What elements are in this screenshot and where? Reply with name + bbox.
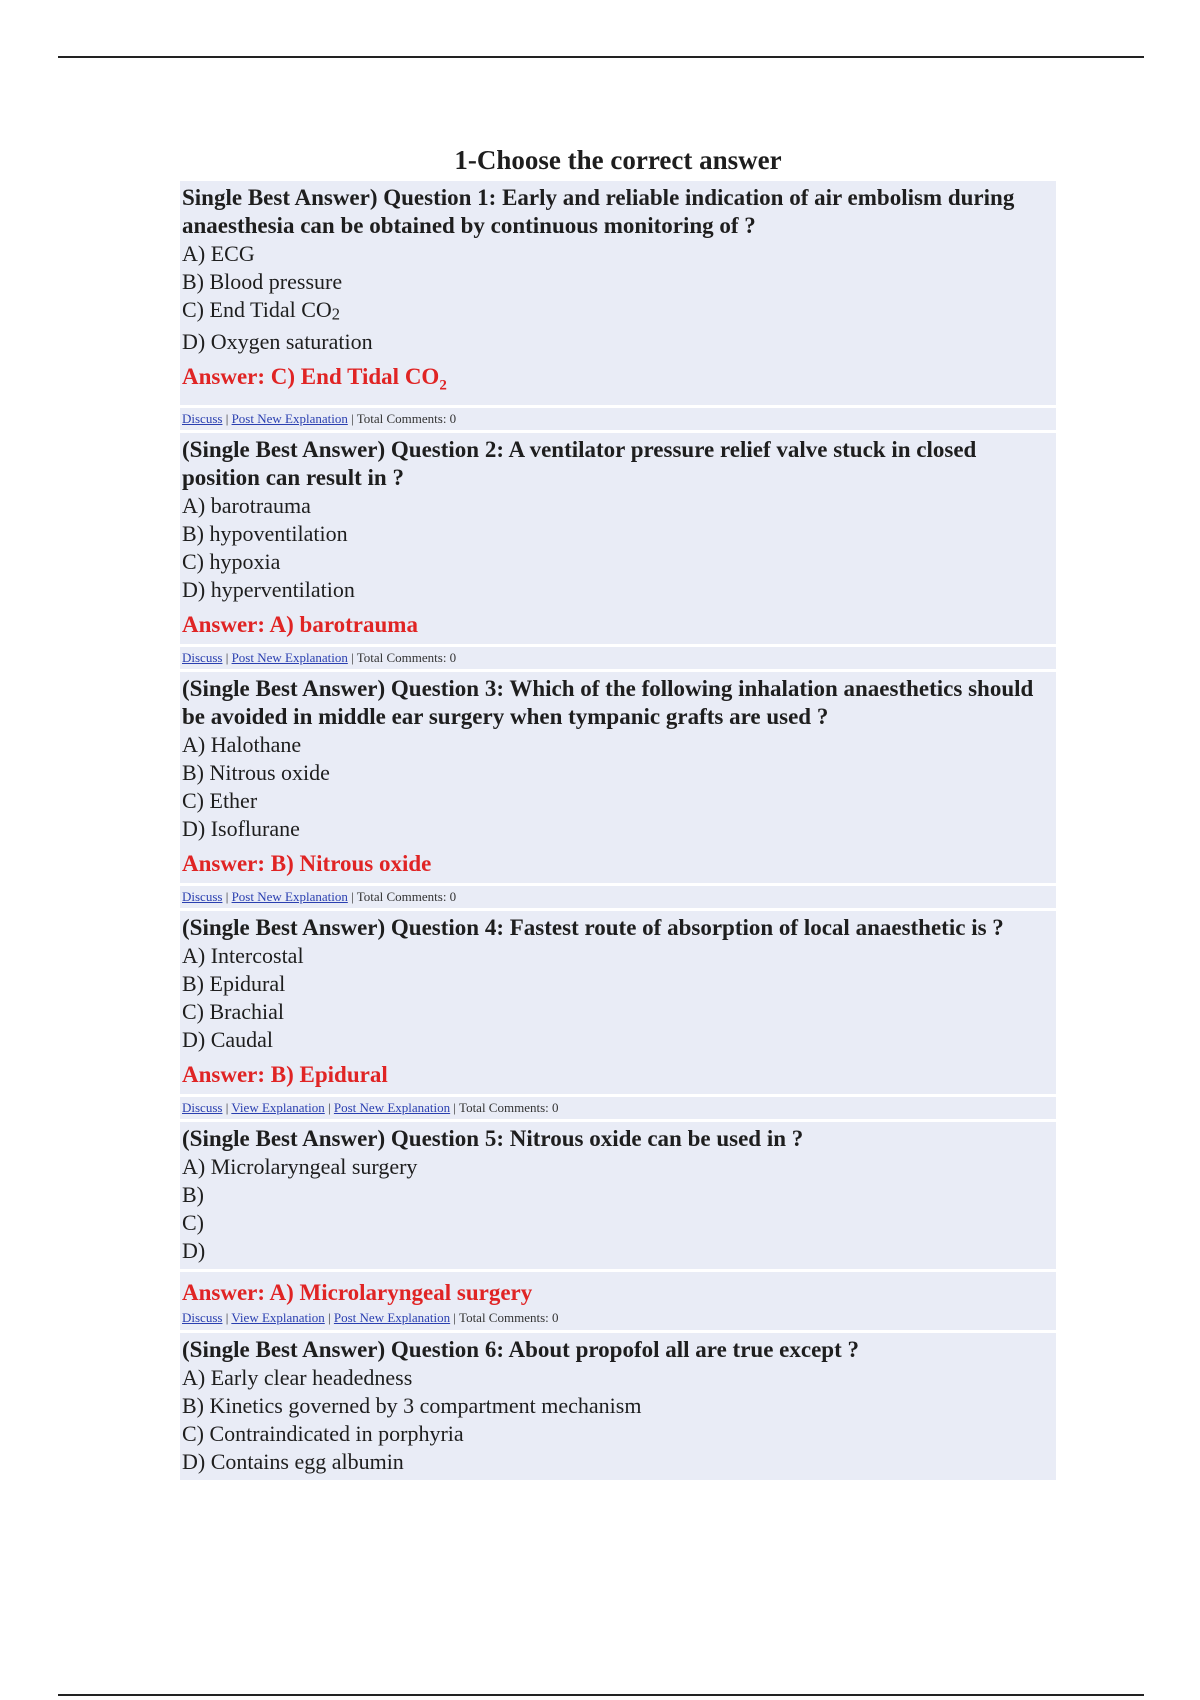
question-card-4 bbox=[180, 911, 1056, 1094]
question-text-1: Single Best Answer) Question 1: Early and reliable indication of air embolism during anaesthesia can be obtained by continuous monitoring of ? bbox=[182, 185, 1015, 238]
option-d: D) hyperventilation bbox=[182, 577, 355, 603]
discuss-link[interactable]: Discuss bbox=[182, 889, 223, 905]
quiz-list bbox=[180, 181, 1056, 1483]
option-d: D) Oxygen saturation bbox=[182, 329, 373, 355]
question-links-2 bbox=[180, 647, 1056, 669]
subscript: 2 bbox=[331, 304, 341, 324]
separator: | bbox=[351, 411, 354, 427]
option-c: C) Ether bbox=[182, 788, 258, 814]
option-c: C) bbox=[182, 1210, 204, 1236]
option-c-text: C) End Tidal CO bbox=[182, 297, 332, 322]
post-new-explanation-link[interactable]: Post New Explanation bbox=[333, 1310, 451, 1326]
separator: | bbox=[328, 1100, 331, 1116]
total-comments: Total Comments: 0 bbox=[356, 411, 457, 427]
question-text-2: (Single Best Answer) Question 2: A ventilator pressure relief valve stuck in closed position can result in ? bbox=[182, 437, 977, 491]
subscript: 2 bbox=[439, 378, 447, 395]
option-a: A) Early clear headedness bbox=[182, 1365, 413, 1391]
separator: | bbox=[453, 1100, 457, 1116]
question-links-5 bbox=[182, 1308, 1054, 1328]
post-new-explanation-link[interactable]: Post New Explanation bbox=[333, 1100, 451, 1116]
separator: | bbox=[225, 1100, 229, 1116]
total-comments: Total Comments: 0 bbox=[459, 1310, 559, 1326]
question-text-3: (Single Best Answer) Question 3: Which of the following inhalation anaesthetics should be avoided in middle ear surgery when tympanic grafts are used ? bbox=[182, 676, 1034, 730]
option-d: D) Contains egg albumin bbox=[182, 1449, 404, 1475]
option-b: B) Nitrous oxide bbox=[182, 760, 330, 786]
separator: | bbox=[225, 411, 229, 427]
separator: | bbox=[453, 1310, 457, 1326]
question-text-4: (Single Best Answer) Question 4: Fastest route of absorption of local anaesthetic is ? bbox=[182, 915, 1004, 941]
total-comments: Total Comments: 0 bbox=[459, 1100, 559, 1116]
option-c bbox=[182, 296, 1054, 328]
question-text-5: (Single Best Answer) Question 5: Nitrous oxide can be used in ? bbox=[182, 1126, 804, 1152]
answer-card-5 bbox=[180, 1272, 1056, 1330]
option-d: D) Caudal bbox=[182, 1027, 274, 1053]
footer-rule bbox=[58, 1694, 1144, 1696]
option-d: D) Isoflurane bbox=[182, 816, 300, 842]
option-a: A) ECG bbox=[182, 241, 255, 266]
total-comments: Total Comments: 0 bbox=[356, 889, 457, 905]
separator: | bbox=[328, 1310, 331, 1326]
discuss-link[interactable]: Discuss bbox=[182, 1100, 223, 1116]
option-b: B) Epidural bbox=[182, 971, 286, 997]
post-new-explanation-link[interactable]: Post New Explanation bbox=[231, 650, 348, 666]
view-explanation-link[interactable]: View Explanation bbox=[231, 1310, 325, 1326]
option-a: A) Intercostal bbox=[182, 943, 304, 969]
option-c: C) hypoxia bbox=[182, 549, 281, 575]
option-b: B) hypoventilation bbox=[182, 521, 348, 547]
option-c: C) Brachial bbox=[182, 999, 285, 1025]
separator: | bbox=[225, 650, 229, 666]
question-links-1 bbox=[180, 408, 1056, 430]
answer-text-2: Answer: A) barotrauma bbox=[182, 612, 418, 638]
option-d: D) bbox=[182, 1238, 206, 1264]
question-card-6 bbox=[180, 1333, 1056, 1480]
answer-text-1 bbox=[182, 362, 1054, 401]
discuss-link[interactable]: Discuss bbox=[182, 411, 223, 427]
question-card-3 bbox=[180, 672, 1056, 883]
question-links-3 bbox=[180, 886, 1056, 908]
separator: | bbox=[351, 650, 354, 666]
option-b: B) Kinetics governed by 3 compartment mechanism bbox=[182, 1393, 642, 1419]
header-rule bbox=[58, 56, 1144, 58]
option-c: C) Contraindicated in porphyria bbox=[182, 1421, 464, 1447]
separator: | bbox=[225, 1310, 229, 1326]
post-new-explanation-link[interactable]: Post New Explanation bbox=[231, 889, 348, 905]
option-a: A) barotrauma bbox=[182, 493, 311, 519]
question-card-5 bbox=[180, 1122, 1056, 1269]
total-comments: Total Comments: 0 bbox=[356, 650, 457, 666]
answer-text-4: Answer: B) Epidural bbox=[182, 1062, 388, 1088]
separator: | bbox=[225, 889, 229, 905]
question-card-1 bbox=[180, 181, 1056, 405]
answer-text-3: Answer: B) Nitrous oxide bbox=[182, 851, 432, 877]
option-a: A) Microlaryngeal surgery bbox=[182, 1154, 418, 1180]
question-card-2 bbox=[180, 433, 1056, 644]
discuss-link[interactable]: Discuss bbox=[182, 650, 223, 666]
page-title: 1-Choose the correct answer bbox=[454, 145, 782, 175]
view-explanation-link[interactable]: View Explanation bbox=[231, 1100, 325, 1116]
question-links-4 bbox=[180, 1097, 1056, 1119]
option-b: B) Blood pressure bbox=[182, 269, 343, 294]
post-new-explanation-link[interactable]: Post New Explanation bbox=[231, 411, 348, 427]
option-a: A) Halothane bbox=[182, 732, 302, 758]
answer-text-5: Answer: A) Microlaryngeal surgery bbox=[182, 1280, 533, 1306]
answer-label: Answer: C) End Tidal CO bbox=[182, 364, 440, 390]
discuss-link[interactable]: Discuss bbox=[182, 1310, 223, 1326]
option-b: B) bbox=[182, 1182, 204, 1208]
separator: | bbox=[351, 889, 354, 905]
question-text-6: (Single Best Answer) Question 6: About propofol all are true except ? bbox=[182, 1337, 859, 1363]
